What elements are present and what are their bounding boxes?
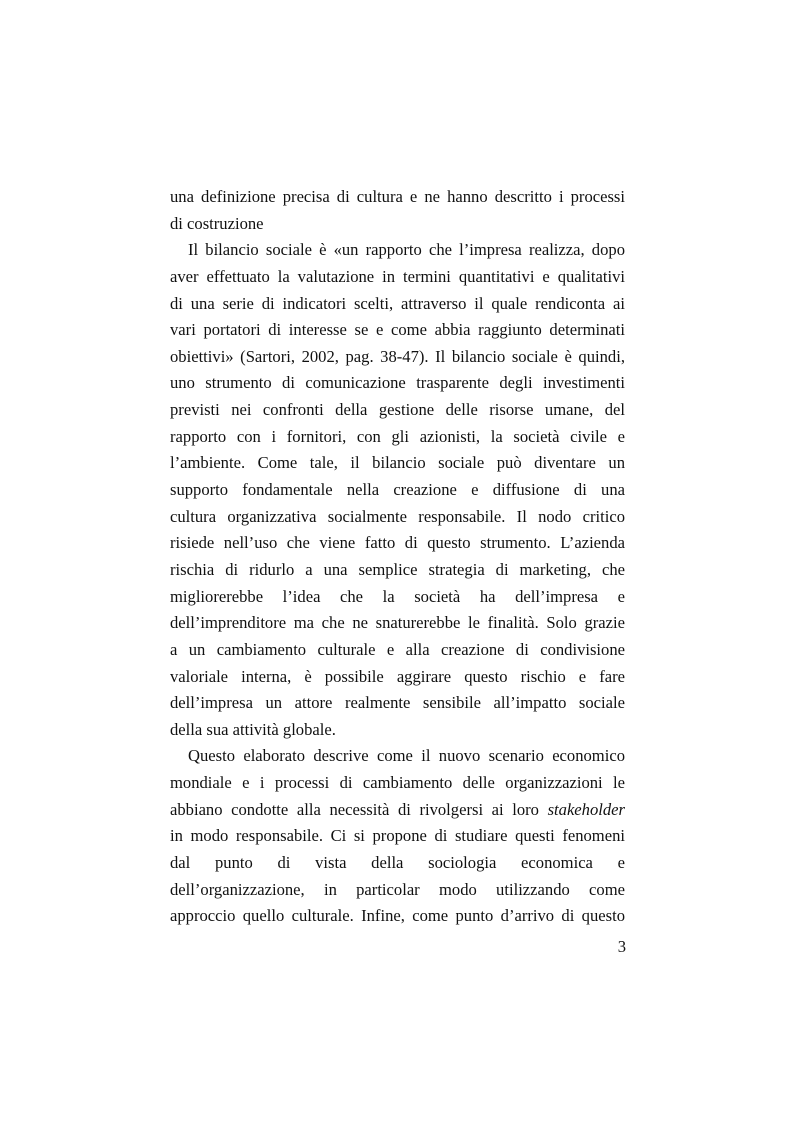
text-line: della sua attività globale. <box>170 719 336 739</box>
text-line: approccio quello culturale. Infine, come punto d’arrivo di questo <box>170 906 625 926</box>
page-number: 3 <box>617 937 626 956</box>
text-line: aver effettuato la valutazione in termini quantitativi e qualitativi <box>170 266 625 286</box>
text-line: risiede nell’uso che viene fatto di questo strumento. L’azienda <box>170 533 625 553</box>
text-line: supporto fondamentale nella creazione e diffusione di una <box>170 480 625 500</box>
text-line: dal punto di vista della sociologia economica e <box>170 853 625 873</box>
text-line <box>170 797 625 824</box>
text-line: a un cambiamento culturale e alla creazione di condivisione <box>170 639 625 659</box>
body-text <box>170 184 625 930</box>
text-line: dell’impresa un attore realmente sensibile all’impatto sociale <box>170 693 625 713</box>
text-line: Questo elaborato descrive come il nuovo scenario economico <box>188 746 625 766</box>
text-line: rapporto con i fornitori, con gli azionisti, la società civile e <box>170 426 625 446</box>
text-line: una definizione precisa di cultura e ne hanno descritto i processi <box>170 187 625 206</box>
text-line: in modo responsabile. Ci si propone di studiare questi fenomeni <box>170 826 625 846</box>
text-line: valoriale interna, è possibile aggirare questo rischio e fare <box>170 666 625 686</box>
text-line: Il bilancio sociale è «un rapporto che l’impresa realizza, dopo <box>188 240 625 260</box>
text-line: previsti nei confronti della gestione delle risorse umane, del <box>170 400 625 420</box>
text-line: migliorerebbe l’idea che la società ha dell’impresa e <box>170 586 625 606</box>
text-line: cultura organizzativa socialmente responsabile. Il nodo critico <box>170 506 625 526</box>
text-line: mondiale e i processi di cambiamento delle organizzazioni le <box>170 773 625 793</box>
text-line: uno strumento di comunicazione trasparente degli investimenti <box>170 373 625 393</box>
text-line: vari portatori di interesse se e come abbia raggiunto determinati <box>170 320 625 340</box>
text-segment: abbiano condotte alla necessità di rivolgersi ai loro <box>170 799 548 819</box>
text-line: dell’organizzazione, in particolar modo utilizzando come <box>170 879 625 899</box>
text-line: di una serie di indicatori scelti, attraverso il quale rendiconta ai <box>170 293 625 313</box>
text-line: rischia di ridurlo a una semplice strategia di marketing, che <box>170 559 625 579</box>
text-line: di costruzione <box>170 213 264 233</box>
italic-term: stakeholder <box>547 799 625 819</box>
text-line: dell’imprenditore ma che ne snaturerebbe le finalità. Solo grazie <box>170 613 625 633</box>
text-line: obiettivi» (Sartori, 2002, pag. 38-47). Il bilancio sociale è quindi, <box>170 346 625 366</box>
text-line: l’ambiente. Come tale, il bilancio sociale può diventare un <box>170 453 625 473</box>
